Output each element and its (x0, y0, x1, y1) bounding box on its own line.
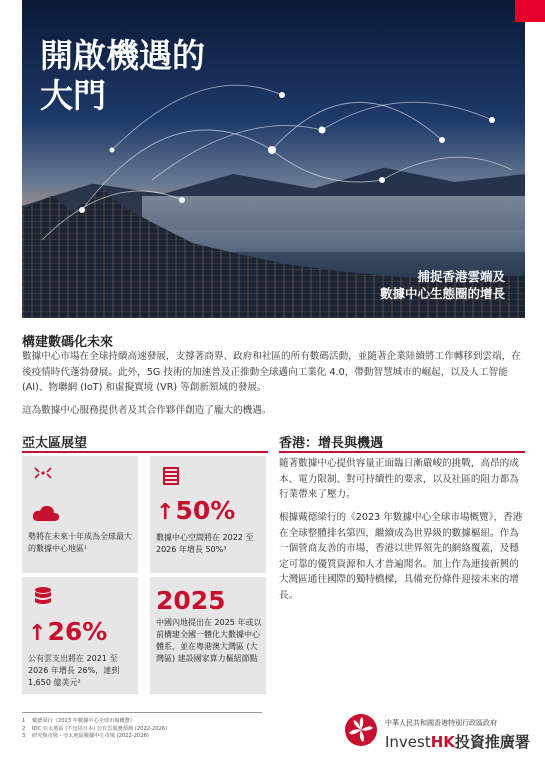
wordmark-chinese: 投資推廣署 (454, 733, 530, 751)
footnotes (22, 718, 272, 741)
stat-card-china-2025-text: 中國內地提出在 2025 年或以前構建全國一體化大數據中心體系，並在粵港澳大灣區 (大灣區) 建設國家算力樞紐節點 (156, 618, 262, 663)
stat-card-apac-region-text: 勢將在未來十年成為全球最大的數據中心地區¹ (28, 532, 132, 553)
footnote-rule (22, 712, 262, 713)
up-arrow-icon: ↑ (28, 621, 47, 646)
page-title-line-1: 開啟機遇的 (40, 36, 205, 75)
accent-corner-tab (515, 0, 545, 22)
stat-card-datacentre-space-text: 數據中心空間將在 2022 至 2026 年增長 50%³ (156, 533, 254, 554)
stat-card-china-2025 (150, 577, 266, 694)
intro-paragraph-2: 這為數據中心服務提供者及其合作夥伴創造了龐大的機遇。 (22, 405, 272, 416)
server-rack-icon (159, 465, 183, 487)
hero-caption-line-1: 捕捉香港雲端及 (417, 269, 505, 284)
stat-card-datacentre-space (150, 456, 266, 573)
apac-heading: 亞太區展望 (22, 436, 88, 451)
apac-heading-rule (22, 451, 268, 453)
cloud-icon (32, 504, 60, 522)
hongkong-heading-rule (279, 451, 525, 453)
wordmark-hk: HK (430, 733, 455, 751)
cloud-network-icon (31, 465, 55, 487)
stat-value-2025: 2025 (156, 586, 226, 615)
footnote-3: 3 研究與市場 - 亞太地區數據中心市場 (2022-2026) (22, 733, 149, 739)
stat-card-public-cloud (22, 577, 138, 694)
intro-paragraph-1: 數據中心市場在全球持續高速發展，支撐著商界、政府和社區的所有數碼活動，並隨著企業陸續將工作轉移到雲端，在後疫情時代蓬勃發展。此外，5G 技術的加速普及正推動全球邁向工業化 4.0，帶動智慧城市的崛起，以及人工智能 (AI)、物聯網 (IoT) 和虛擬實境 (VR) 等創新領域的發展。 (22, 351, 521, 393)
hongkong-paragraph-1: 隨著數據中心提供容量正面臨日漸嚴峻的挑戰，高昂的成本、電力限制、對可持續性的要求，以及社區的阻力都為行業帶來了壓力。 (279, 458, 519, 500)
hero-caption-line-2: 數據中心生態圈的增長 (379, 286, 505, 301)
intro-heading: 構建數碼化未來 (22, 335, 114, 350)
hongkong-heading: 香港：增長與機遇 (279, 436, 384, 451)
investhk-wordmark (385, 731, 530, 752)
hero-caption (380, 268, 505, 302)
hksar-bauhinia-emblem-icon (344, 712, 378, 748)
footnote-2: 2 IDC 亞太地區 (不包括日本) 公有雲服務預測 (2022-2026) (22, 725, 168, 732)
stat-value-50: 50% (175, 496, 236, 525)
up-arrow-icon: ↑ (156, 500, 175, 525)
stat-card-apac-region (22, 456, 138, 573)
database-icon (31, 586, 55, 608)
stat-card-datacentre-space-value (156, 496, 235, 525)
stat-value-26: 26% (47, 617, 108, 646)
stat-card-public-cloud-value (28, 617, 107, 646)
wordmark-invest: Invest (385, 733, 431, 751)
footnote-1: 1 戴德梁行《2023 年數據中心全球市場概覽》 (22, 718, 136, 724)
hongkong-paragraph-2: 根據戴德梁行的《2023 年數據中心全球市場概覽》，香港在全球整體排名第四，繼續成為世界級的數據樞紐。作為一個營商友善的市場，香港以世界領先的網絡覆蓋，及穩定可靠的優質資源和人才普遍聞名。加上作為連接新興的大灣區通往國際的獨特橋樑，具備充份條件迎接未來的增長。 (279, 512, 523, 601)
page-title (40, 36, 300, 116)
government-name: 中華人民共和國香港特別行政區政府 (385, 719, 497, 727)
page-title-line-2: 大門 (40, 76, 106, 115)
stat-card-public-cloud-text: 公有雲支出將在 2021 至 2026 年增長 26%，達到 1,650 億美元² (28, 654, 120, 687)
